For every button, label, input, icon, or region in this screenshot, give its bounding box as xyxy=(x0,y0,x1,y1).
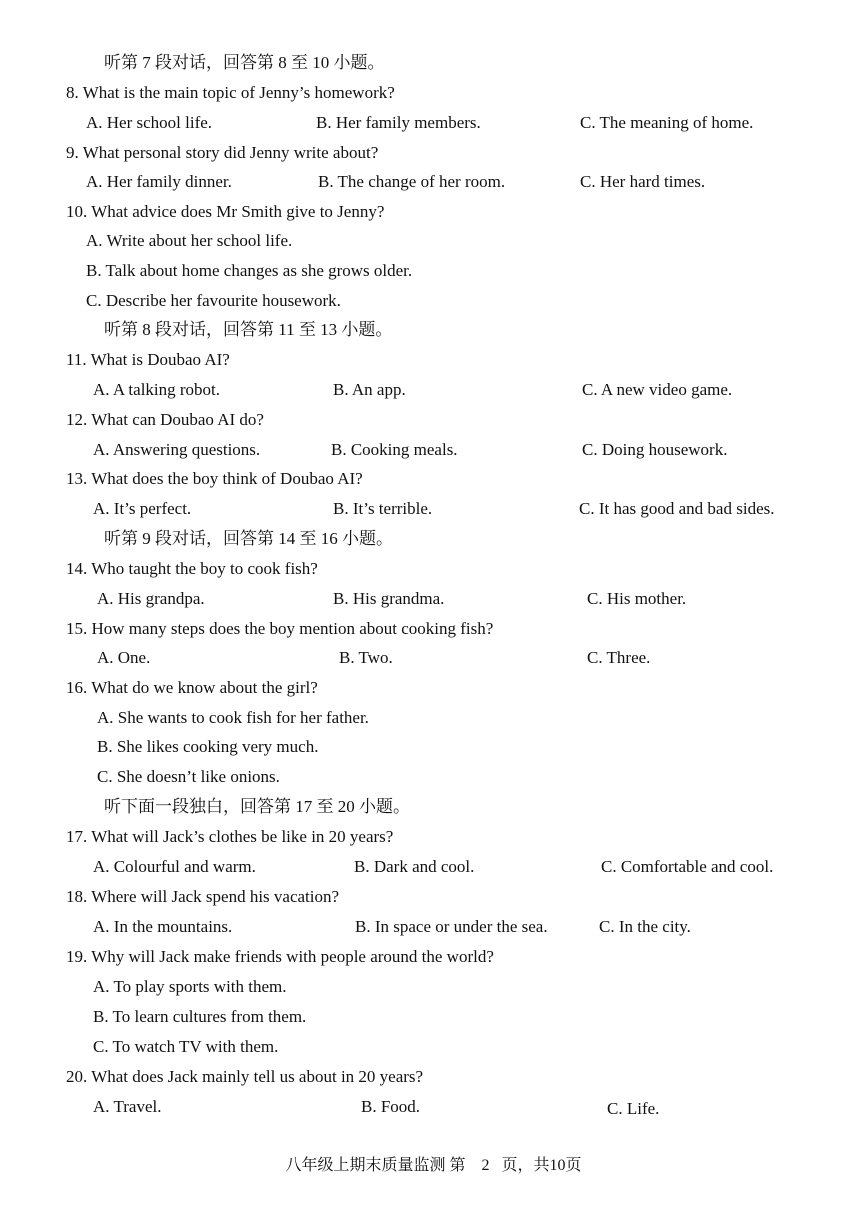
question-text: How many steps does the boy mention about cooking fish? xyxy=(91,619,494,638)
section-heading: 听第 7 段对话，回答第 8 至 10 小题。 xyxy=(104,53,385,72)
question-text: What is Doubao AI? xyxy=(90,350,230,369)
footer-page-prefix: 第 xyxy=(449,1157,466,1174)
option-b: B. To learn cultures from them. xyxy=(93,1007,307,1026)
option-b: B. His grandma. xyxy=(333,589,445,608)
option-b: B. She likes cooking very much. xyxy=(97,737,319,756)
question-number: 14. xyxy=(66,559,88,578)
section-heading: 听第 9 段对话，回答第 14 至 16 小题。 xyxy=(104,529,393,548)
question-text: Why will Jack make friends with people around the world? xyxy=(91,947,494,966)
question-text: What will Jack’s clothes be like in 20 years? xyxy=(91,827,394,846)
option-b: B. Her family members. xyxy=(316,113,481,132)
question-11 xyxy=(66,349,230,371)
question-text: What does the boy think of Doubao AI? xyxy=(91,469,363,488)
question-15 xyxy=(66,618,493,640)
question-12 xyxy=(66,409,264,431)
option-a: A. In the mountains. xyxy=(93,917,233,936)
question-number: 17. xyxy=(66,827,88,846)
question-14 xyxy=(66,558,318,580)
question-number: 15. xyxy=(66,619,88,638)
question-text: What is the main topic of Jenny’s homework? xyxy=(82,83,395,102)
option-a: A. Travel. xyxy=(93,1097,162,1116)
question-text: What personal story did Jenny write about? xyxy=(82,143,379,162)
question-20 xyxy=(66,1066,423,1088)
question-text: What can Doubao AI do? xyxy=(91,410,264,429)
section-heading: 听第 8 段对话，回答第 11 至 13 小题。 xyxy=(104,320,393,339)
option-a: A. Answering questions. xyxy=(93,440,261,459)
option-a: A. Write about her school life. xyxy=(86,231,293,250)
question-number: 12. xyxy=(66,410,88,429)
question-8 xyxy=(66,82,395,104)
question-10 xyxy=(66,201,384,223)
option-b: B. An app. xyxy=(333,380,406,399)
footer-page-number: 2 xyxy=(481,1157,490,1174)
section-heading: 听下面一段独白，回答第 17 至 20 小题。 xyxy=(104,797,410,816)
question-number: 18. xyxy=(66,887,88,906)
option-b: B. Talk about home changes as she grows older. xyxy=(86,261,413,280)
option-b: B. It’s terrible. xyxy=(333,499,433,518)
option-c: C. It has good and bad sides. xyxy=(579,499,775,518)
question-number: 11. xyxy=(66,350,87,369)
option-b: B. The change of her room. xyxy=(318,172,506,191)
question-19 xyxy=(66,946,494,968)
option-c: C. A new video game. xyxy=(582,380,733,399)
option-c: C. His mother. xyxy=(587,589,687,608)
question-number: 19. xyxy=(66,947,88,966)
footer-page-unit: 页 xyxy=(565,1157,582,1174)
option-c: C. Describe her favourite housework. xyxy=(86,291,341,310)
option-c: C. Doing housework. xyxy=(582,440,728,459)
option-a: A. A talking robot. xyxy=(93,380,221,399)
option-a: A. One. xyxy=(97,648,151,667)
option-b: B. Food. xyxy=(361,1097,421,1116)
footer-total-pages: 10 xyxy=(549,1157,566,1174)
option-b: B. Two. xyxy=(339,648,393,667)
question-text: Who taught the boy to cook fish? xyxy=(91,559,318,578)
option-a: A. She wants to cook fish for her father. xyxy=(97,708,369,727)
question-number: 9. xyxy=(66,143,79,162)
option-c: C. Comfortable and cool. xyxy=(601,857,774,876)
option-c: C. Her hard times. xyxy=(580,172,706,191)
question-text: Where will Jack spend his vacation? xyxy=(91,887,340,906)
option-a: A. His grandpa. xyxy=(97,589,205,608)
option-b: B. In space or under the sea. xyxy=(355,917,548,936)
option-a: A. Colourful and warm. xyxy=(93,857,256,876)
question-number: 8. xyxy=(66,83,79,102)
option-a: A. To play sports with them. xyxy=(93,977,287,996)
question-text: What does Jack mainly tell us about in 20 years? xyxy=(91,1067,424,1086)
footer-page-suffix: 页，共 xyxy=(501,1157,550,1174)
question-9 xyxy=(66,142,378,164)
question-16 xyxy=(66,677,318,699)
question-number: 16. xyxy=(66,678,88,697)
option-c: C. To watch TV with them. xyxy=(93,1037,279,1056)
question-number: 10. xyxy=(66,202,88,221)
question-17 xyxy=(66,826,393,848)
page-footer xyxy=(0,1152,867,1175)
question-18 xyxy=(66,886,339,908)
option-c: C. The meaning of home. xyxy=(580,113,754,132)
question-number: 13. xyxy=(66,469,88,488)
question-text: What advice does Mr Smith give to Jenny? xyxy=(91,202,385,221)
option-b: B. Dark and cool. xyxy=(354,857,475,876)
option-c: C. She doesn’t like onions. xyxy=(97,767,280,786)
question-number: 20. xyxy=(66,1067,88,1086)
option-c: C. Life. xyxy=(607,1099,660,1118)
option-b: B. Cooking meals. xyxy=(331,440,458,459)
option-a: A. It’s perfect. xyxy=(93,499,192,518)
option-a: A. Her school life. xyxy=(86,113,213,132)
question-13 xyxy=(66,468,363,490)
question-text: What do we know about the girl? xyxy=(91,678,318,697)
option-c: C. In the city. xyxy=(599,917,691,936)
footer-exam-name: 八年级上期末质量监测 xyxy=(285,1157,446,1174)
option-a: A. Her family dinner. xyxy=(86,172,232,191)
option-c: C. Three. xyxy=(587,648,651,667)
